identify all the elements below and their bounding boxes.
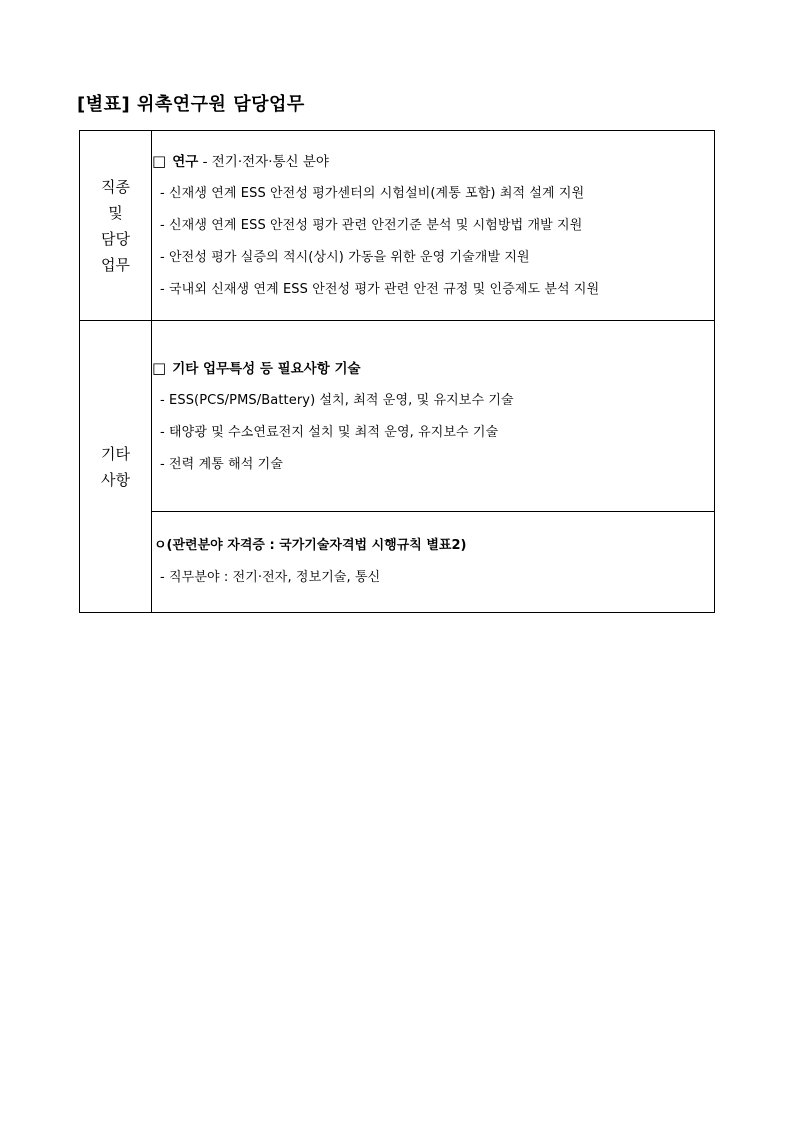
content-cell-other [152,321,715,512]
list-item: - 신재생 연계 ESS 안전성 평가센터의 시험설비(계통 포함) 최적 설계 지원 [160,186,585,201]
list-item: - 전력 계통 해석 기술 [160,456,283,472]
duty-table [79,130,715,613]
label-line: 업무 [101,255,130,274]
list-item: - 신재생 연계 ESS 안전성 평가 관련 안전기준 분석 및 시험방법 개발 지원 [160,218,583,233]
label-cell-duties [80,131,152,321]
heading-rest: - 전기·전자·통신 분야 [198,154,329,170]
page-title: [별표] 위촉연구원 담당업무 [77,94,305,115]
label-line: 담당 [101,229,130,248]
content-cell-duties [152,131,715,321]
checkbox-square-icon: □ [152,152,167,170]
list-item: - 태양광 및 수소연료전지 설치 및 최적 운영, 유지보수 기술 [160,424,499,440]
list-item: - 직무분야 : 전기·전자, 정보기술, 통신 [160,570,381,585]
list-item: - ESS(PCS/PMS/Battery) 설치, 최적 운영, 및 유지보수 기술 [160,392,514,408]
section-heading [152,145,714,178]
table-row-other [80,321,715,512]
certificate-heading: ㅇ(관련분야 자격증 : 국가기술자격법 시행규칙 별표2) [154,538,467,553]
table-row-duties [80,131,715,321]
label-line: 기타 [101,444,130,463]
label-line: 및 [108,203,123,222]
list-item: - 국내외 신재생 연계 ESS 안전성 평가 관련 안전 규정 및 인증제도 분석 지원 [160,282,600,297]
table-row-certificates [80,512,715,613]
checkbox-square-icon: □ [152,358,167,377]
label-cell-other [80,321,152,613]
section-heading [152,352,714,385]
heading-bold: 기타 업무특성 등 필요사항 기술 [172,360,361,377]
label-line: 사항 [101,470,130,489]
heading-bold: 연구 [172,154,199,170]
content-cell-certificates [152,512,715,613]
label-line: 직종 [101,177,130,196]
list-item: - 안전성 평가 실증의 적시(상시) 가동을 위한 운영 기술개발 지원 [160,250,530,265]
